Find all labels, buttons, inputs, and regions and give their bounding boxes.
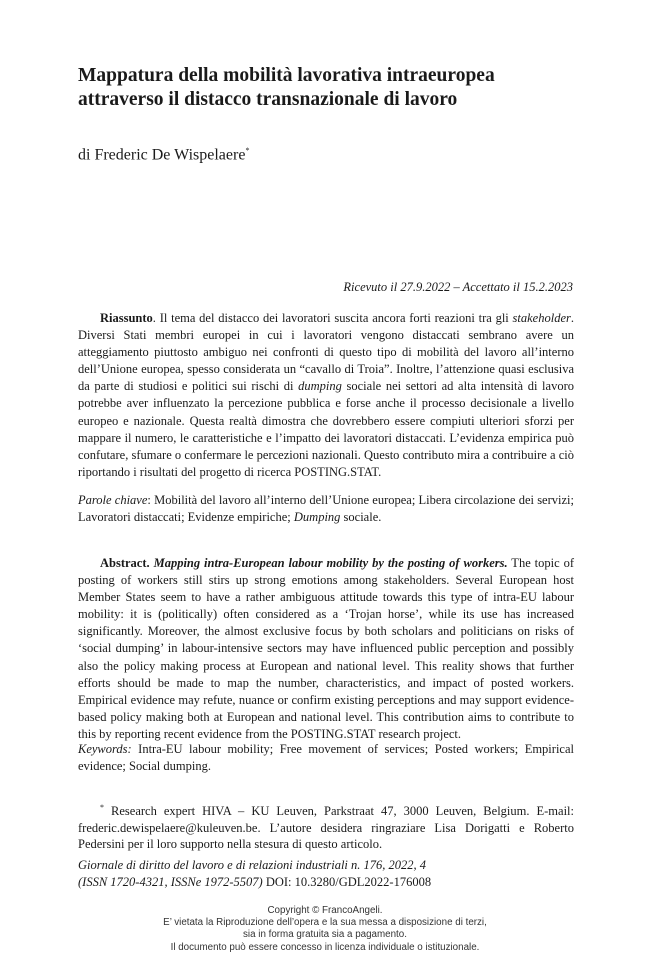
journal-citation	[78, 857, 574, 890]
copyright-line-2: E’ vietata la Riproduzione dell’opera e la sua messa a disposizione di terzi,	[163, 917, 487, 929]
author-name: di Frederic De Wispelaere	[78, 146, 246, 164]
parole-chiave-paragraph	[78, 492, 574, 526]
footnote-text: Research expert HIVA – KU Leuven, Parkstraat 47, 3000 Leuven, Belgium. E-mail: frederic.dewispelaere@kuleuven.be. L’autore desidera ringraziare Lisa Dorigatti e Roberto Pedersini per il loro supporto nella stesura di questo articolo.	[78, 804, 574, 852]
riassunto-text-2: . Diversi Stati membri europei in cui i lavoratori vengono distaccati sembrano avere un atteggiamento piuttosto ambiguo nei confronti di questo tipo di mobilità del lavoro all’interno dell’Unione europea, spesso considerata un “cavallo di Troia”. Inoltre, l’attenzione quasi esclusiva da parte di studiosi e politici sui rischi di	[78, 311, 574, 394]
parole-chiave-label: Parole chiave	[78, 493, 148, 507]
keywords-label: Keywords:	[78, 742, 132, 756]
journal-issn: (ISSN 1720-4321, ISSNe 1972-5507)	[78, 874, 263, 889]
riassunto-text-3: sociale nei settori ad alta intensità di lavoro potrebbe aver influenzato la percezione pubblica e forse anche il processo decisionale a livello europeo e nazionale. Questa realtà dimostra che dovrebbero essere compiuti ulteriori sforzi per mappare il numero, le caratteristiche e l’impatto dei lavoratori distaccati. L’evidenza empirica può confutare, sfumare o confermare le percezioni nazionali. Questo contributo mira a contribuire a ciò riportando i risultati del progetto di ricerca POSTING.STAT.	[78, 379, 574, 479]
title-line-1: Mappatura della mobilità lavorativa intraeuropea	[78, 65, 495, 86]
copyright-line-3: sia in forma gratuita sia a pagamento.	[243, 929, 407, 941]
riassunto-paragraph	[78, 310, 574, 481]
author-line	[78, 146, 249, 164]
title-line-2: attraverso il distacco transnazionale di lavoro	[78, 89, 458, 110]
journal-doi: DOI: 10.3280/GDL2022-176008	[262, 874, 432, 889]
abstract-label: Abstract.	[100, 556, 150, 570]
author-footnote-mark: *	[245, 146, 250, 155]
parole-chiave-text-1: : Mobilità del lavoro all’interno dell’Unione europea; Libera circolazione dei servizi; Lavoratori distaccati; Evidenze empiriche;	[78, 493, 574, 525]
parole-chiave-text-2: sociale.	[340, 510, 382, 525]
riassunto-label: Riassunto	[100, 311, 153, 325]
abstract-paragraph	[78, 555, 574, 743]
journal-name: Giornale di diritto del lavoro e di relazioni industriali n. 176, 2022, 4	[78, 858, 427, 872]
keywords-text: Intra-EU labour mobility; Free movement of services; Posted workers; Empirical evidence; Social dumping.	[78, 742, 574, 774]
keywords-paragraph	[78, 741, 574, 775]
riassunto-stakeholder: stakeholder	[512, 311, 571, 325]
copyright-line-4: Il documento può essere concesso in licenza individuale o istituzionale.	[170, 941, 480, 953]
received-accepted-dates: Ricevuto il 27.9.2022 – Accettato il 15.2.2023	[343, 280, 573, 294]
author-footnote	[78, 800, 574, 853]
abstract-text: The topic of posting of workers still stirs up strong emotions among stakeholders. Several European host Member States seem to have a rather ambiguous attitude towards this type of intra-EU labour mobility: it is (politically) often considered as a ‘Trojan horse’, while its use has increased significantly. Moreover, the almost exclusive focus by both scholars and politicians on risks of ‘social dumping’ in labour-intensive sectors may have influenced public perception and possibly also the policy making process at European and national level. This reality shows that further efforts should be made to map the number, characteristics, and impact of posted workers. Empirical evidence may refute, nuance or confirm existing perceptions and may support evidence-based policy making both at European and national level. This contribution aims to contribute to this by reporting recent evidence from the POSTING.STAT research project.	[78, 556, 575, 741]
copyright-line-1: Copyright © FrancoAngeli.	[267, 905, 383, 916]
riassunto-dumping: dumping	[298, 379, 342, 394]
abstract-title: Mapping intra-European labour mobility by the posting of workers.	[153, 556, 508, 570]
copyright-notice	[0, 905, 650, 954]
parole-chiave-dumping: Dumping	[293, 510, 341, 525]
article-title	[78, 64, 578, 112]
footnote-mark: *	[100, 803, 104, 812]
riassunto-text-1: . Il tema del distacco dei lavoratori suscita ancora forti reazioni tra gli	[152, 311, 513, 325]
